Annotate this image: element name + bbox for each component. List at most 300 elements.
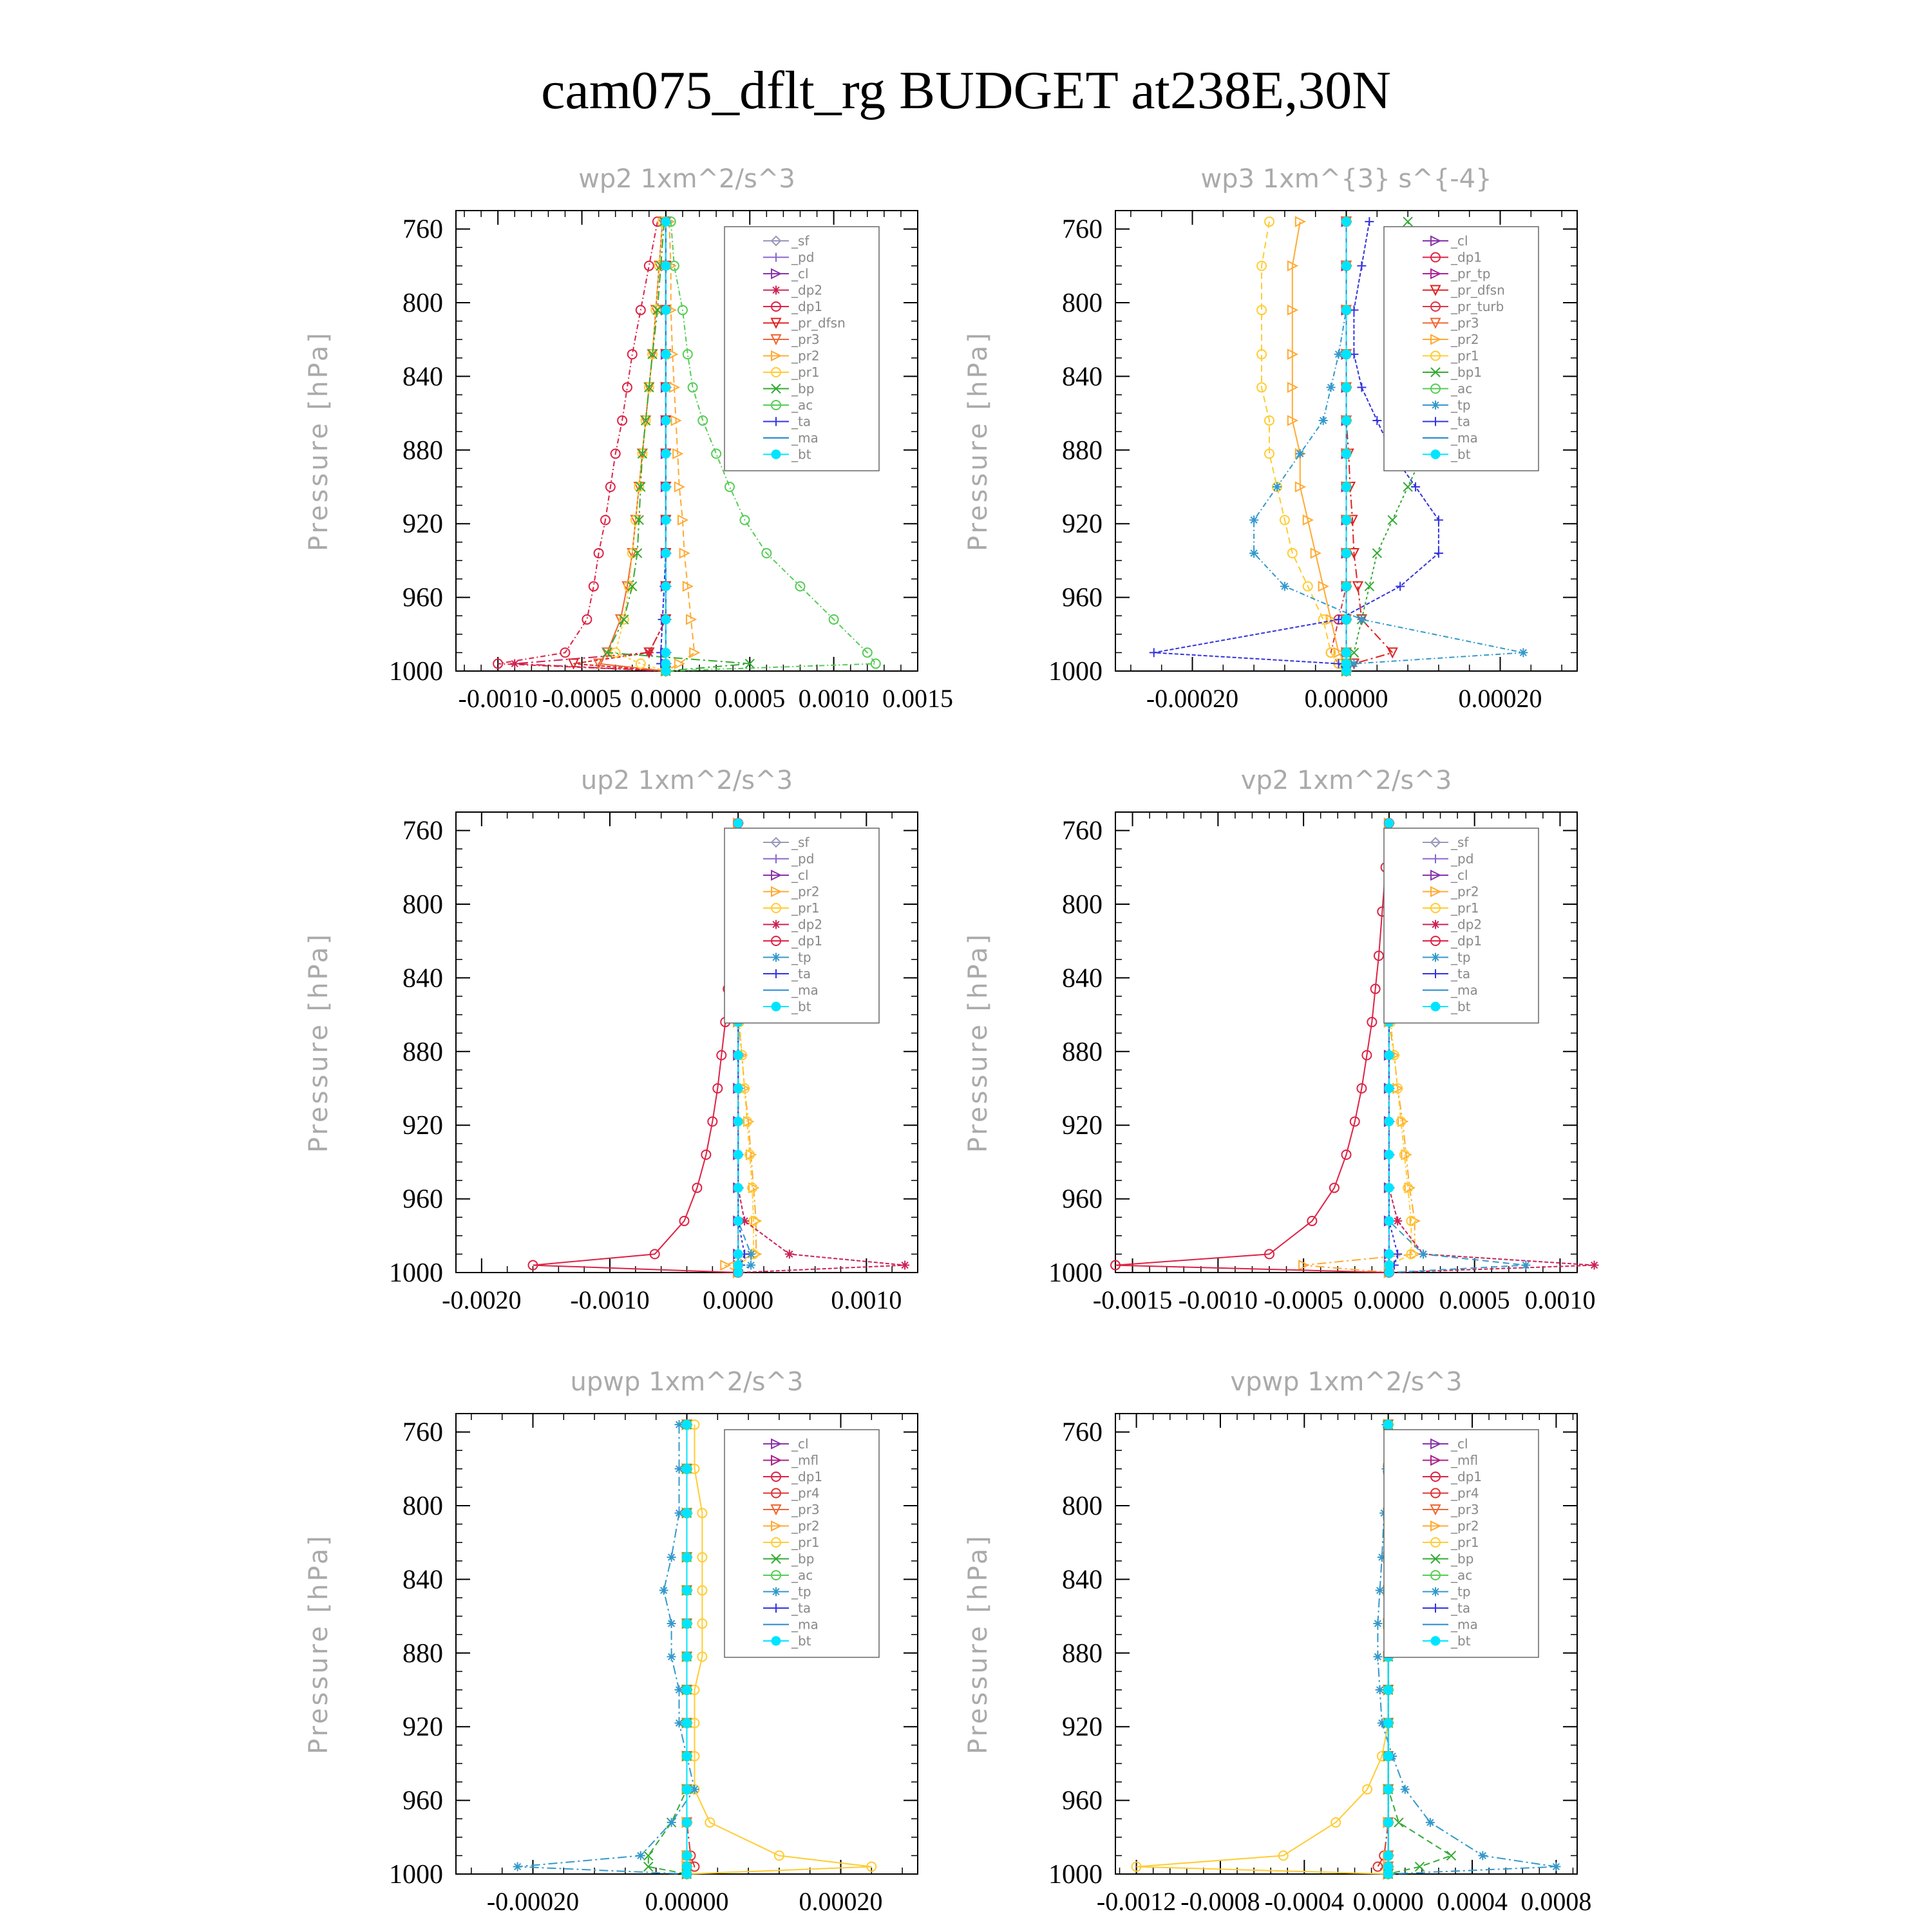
legend [724,227,879,471]
y-tick-label: 840 [402,963,443,994]
data-point [1590,1261,1599,1270]
legend-label: _ma [791,430,819,446]
data-point [1384,1785,1393,1794]
x-tick-label: -0.00020 [1146,684,1239,713]
series-bt [683,1420,692,1879]
data-point [683,1685,692,1694]
data-point [1150,648,1159,657]
legend-label: _dp1 [1451,933,1482,949]
data-point [1342,667,1351,676]
data-point [734,819,743,828]
data-point [667,1818,676,1827]
data-point [1365,582,1374,591]
y-tick-label: 960 [1062,1184,1103,1215]
legend [724,828,879,1023]
x-tick-label: -0.0012 [1096,1887,1177,1916]
x-tick-label: -0.0008 [1180,1887,1260,1916]
data-point [1357,383,1366,392]
legend-label: _dp1 [791,933,823,949]
legend-marker [1431,1636,1440,1645]
panel-2 [963,164,1577,713]
x-tick-label: 0.0010 [831,1285,902,1314]
data-point [1376,1586,1385,1595]
data-point [1342,450,1351,459]
y-axis-label: Pressure [hPa] [963,932,993,1153]
series-dp1 [1111,819,1394,1277]
data-point [1385,1268,1394,1277]
legend-marker [772,1636,781,1645]
legend-label: _dp1 [1451,249,1482,265]
legend-label: _bt [791,999,811,1014]
data-point [1385,1051,1394,1060]
data-point [871,659,880,668]
legend-label: _pr1 [1451,1535,1479,1550]
data-point [1519,648,1528,657]
legend-marker [1431,401,1440,410]
panel-1 [304,164,953,713]
panel-3 [304,766,918,1314]
y-tick-label: 960 [402,1184,443,1215]
legend-marker [772,286,781,295]
legend-marker [772,450,781,459]
legend-marker [1431,953,1440,962]
data-point [1384,1752,1393,1761]
legend-label: _pr3 [1451,315,1479,331]
series-pr1 [1132,1420,1393,1879]
y-tick-label: 760 [402,816,443,846]
data-point [785,1249,794,1258]
data-point [661,482,670,491]
y-tick-label: 960 [1062,583,1103,613]
data-point [1342,515,1351,524]
data-point [1342,261,1351,270]
y-axis-label: Pressure [hPa] [963,330,993,551]
data-point [659,1586,668,1595]
data-point [1376,1685,1385,1694]
data-point [1385,819,1394,828]
series-line [1137,1425,1388,1874]
y-tick-label: 1000 [1048,657,1103,687]
y-tick-label: 840 [1062,1565,1103,1595]
data-point [900,1261,909,1270]
y-axis-label: Pressure [hPa] [304,1533,334,1754]
series-line [533,823,739,1273]
legend-label: _tp [791,949,811,965]
y-tick-label: 1000 [1048,1860,1103,1889]
legend-label: _mfl [1451,1452,1479,1468]
panel-6 [963,1367,1591,1916]
legend-label: _sf [791,233,810,249]
legend-label: _sf [791,835,810,850]
legend-label: _pr2 [1451,1518,1479,1534]
y-axis-label: Pressure [hPa] [963,1533,993,1754]
x-tick-label: 0.0000 [1352,1887,1424,1916]
data-point [661,615,670,624]
legend [1384,1430,1539,1658]
data-point [1327,383,1336,392]
y-tick-label: 1000 [389,1258,443,1288]
legend-label: _pr1 [1451,900,1479,916]
y-tick-label: 880 [1062,1638,1103,1669]
legend-label: _ma [1451,1616,1478,1633]
series-line [498,222,666,671]
data-point [712,450,721,459]
legend-label: _ac [791,1567,813,1583]
legend-label: _pr4 [1451,1485,1479,1501]
data-point [1385,1150,1394,1159]
legend-marker [772,953,781,962]
data-point [1551,1862,1560,1871]
data-point [1342,305,1351,314]
x-tick-label: 0.00000 [1304,684,1388,713]
x-tick-label: -0.0010 [1178,1285,1258,1314]
y-tick-label: 800 [402,890,443,920]
y-tick-label: 800 [402,1492,443,1521]
data-point [1342,217,1351,226]
data-point [734,1117,743,1126]
legend-label: _dp2 [1451,916,1482,933]
figure-title: cam075_dflt_rg BUDGET at238E,30N [541,61,1391,120]
x-tick-label: -0.0010 [458,684,538,713]
data-point [1388,648,1397,657]
legend-label: _dp2 [791,916,823,933]
x-tick-label: 0.0008 [1520,1887,1592,1916]
data-point [683,1420,692,1429]
data-point [661,582,670,591]
series-pr4 [683,1420,699,1879]
data-point [683,1586,692,1595]
legend-label: _pr2 [791,1518,820,1534]
y-tick-label: 880 [1062,1037,1103,1067]
legend-label: _tp [791,1584,811,1600]
legend-marker [1431,1002,1440,1011]
legend-label: _pr_tp [1451,266,1491,281]
data-point [661,515,670,524]
panel-5 [304,1367,918,1916]
x-tick-label: 0.0000 [1353,1285,1425,1314]
data-point [683,1653,692,1662]
legend-marker [772,1587,781,1596]
series-bp [644,1420,692,1879]
data-point [1373,1862,1382,1871]
legend-label: _pr2 [791,884,820,900]
data-point [683,1508,692,1517]
legend-label: _pr4 [791,1485,820,1501]
legend-label: _cl [791,1436,809,1452]
data-point [1342,648,1351,657]
series-line [1262,222,1347,671]
data-point [1342,549,1351,558]
legend-label: _ma [791,1616,819,1633]
x-tick-label: -0.0005 [1264,1285,1343,1314]
legend-label: _pr_dfsn [791,315,846,331]
legend-label: _dp1 [791,299,823,314]
y-tick-label: 1000 [389,1860,443,1889]
data-point [1372,416,1381,425]
series-line [649,1425,687,1874]
y-tick-label: 760 [1062,816,1103,846]
series-pr1 [1257,217,1350,676]
y-axis-label: Pressure [hPa] [304,330,334,551]
data-point [1384,1718,1393,1727]
data-point [1419,1249,1428,1258]
legend-label: _ta [1451,413,1471,430]
legend-label: _ma [1451,982,1478,998]
x-tick-label: -0.0004 [1264,1887,1344,1916]
y-tick-label: 760 [1062,1417,1103,1448]
y-tick-label: 960 [402,1786,443,1816]
legend-label: _ma [1451,430,1478,446]
y-tick-label: 760 [402,1417,443,1448]
x-tick-label: -0.0005 [542,684,622,713]
y-tick-label: 920 [402,509,443,540]
data-point [683,1619,692,1628]
data-point [661,261,670,270]
data-point [661,217,670,226]
x-tick-label: 0.0004 [1437,1887,1508,1916]
x-tick-label: 0.0000 [703,1285,774,1314]
data-point [636,659,645,668]
x-tick-label: -0.0020 [442,1285,522,1314]
legend-label: _bt [791,1633,811,1649]
legend-label: _ta [791,413,811,430]
data-point [1372,549,1381,558]
data-point [661,667,670,676]
y-tick-label: 880 [402,435,443,466]
series-dp2 [510,217,670,676]
legend-label: _ta [791,1600,811,1616]
data-point [1385,1249,1394,1258]
data-point [1319,416,1328,425]
series-line [599,222,666,671]
panel-title: wp2 1xm^2/s^3 [578,164,795,194]
series-line [687,1425,695,1874]
legend-label: _sf [1451,835,1469,850]
y-tick-label: 840 [1062,362,1103,392]
data-point [683,1818,692,1827]
legend-label: _pd [791,851,815,867]
data-point [1342,350,1351,359]
legend-label: _dp2 [791,282,823,298]
legend-label: _bt [1451,1633,1471,1649]
y-tick-label: 880 [402,1638,443,1669]
data-point [734,1183,743,1192]
y-tick-label: 880 [1062,435,1103,466]
legend-marker [772,1002,781,1011]
data-point [1373,1619,1382,1628]
data-point [661,450,670,459]
data-point [667,1553,676,1562]
legend-marker [772,920,781,929]
data-point [1280,582,1289,591]
data-point [661,416,670,425]
data-point [1384,1851,1393,1860]
legend-label: _bp [1451,1551,1474,1567]
panel-title: upwp 1xm^2/s^3 [570,1367,804,1397]
data-point [734,1268,743,1277]
series-pr_turb [1327,217,1351,676]
data-point [1403,482,1412,491]
panel-4 [963,766,1599,1314]
series-pr2 [661,217,699,676]
series-line [574,222,666,671]
legend-label: _bt [1451,999,1471,1014]
legend-label: _tp [1451,1584,1471,1600]
legend-label: _pr2 [1451,884,1479,900]
legend-marker [1431,450,1440,459]
data-point [1394,1818,1403,1827]
y-tick-label: 920 [402,1111,443,1141]
series-ta [656,217,670,676]
legend-label: _pr3 [791,332,820,347]
data-point [734,1150,743,1159]
legend-marker [1431,920,1440,929]
data-point [513,1862,522,1871]
data-point [1384,1870,1393,1879]
y-tick-label: 920 [1062,509,1103,540]
y-tick-label: 840 [1062,963,1103,994]
data-point [683,1870,692,1879]
y-tick-label: 960 [402,583,443,613]
series-line [1115,823,1389,1273]
series-dp1 [529,819,743,1277]
data-point [1385,1084,1394,1093]
legend-label: _ta [791,966,811,981]
data-point [661,648,670,657]
x-tick-label: -0.0015 [1092,1285,1173,1314]
series-line [1293,222,1347,671]
data-point [683,1464,692,1473]
y-tick-label: 960 [1062,1786,1103,1816]
data-point [734,1084,743,1093]
data-point [661,383,670,392]
legend-label: _pr1 [1451,348,1479,364]
legend-label: _bp1 [1451,365,1482,380]
x-tick-label: 0.00020 [1458,684,1542,713]
y-tick-label: 1000 [1048,1258,1103,1288]
x-tick-label: 0.0005 [1439,1285,1510,1314]
x-tick-label: 0.0015 [882,684,953,713]
legend-label: _bt [791,446,811,462]
data-point [1403,217,1412,226]
legend-label: _pr1 [791,900,820,916]
legend-label: _ac [1451,381,1473,397]
legend-label: _pr1 [791,1535,820,1550]
series-dp1 [493,217,670,676]
legend-label: _pr2 [1451,332,1479,347]
data-point [661,549,670,558]
legend-label: _cl [791,867,809,883]
data-point [1393,1249,1402,1258]
legend-label: _bp [791,381,815,397]
data-point [683,1851,692,1860]
legend-label: _bt [1451,446,1471,462]
data-point [1388,515,1397,524]
data-point [1384,1818,1393,1827]
x-tick-label: 0.0010 [798,684,869,713]
data-point [1342,482,1351,491]
data-point [734,1217,743,1226]
legend-label: _tp [1451,397,1471,413]
series-line [666,222,694,671]
data-point [1373,1653,1382,1662]
data-point [1416,1862,1425,1871]
x-tick-label: 0.0000 [630,684,701,713]
data-point [1342,416,1351,425]
panel-title: wp3 1xm^{3} s^{-4} [1200,164,1492,194]
legend-label: _cl [791,266,809,281]
data-point [1401,1785,1410,1794]
x-tick-label: -0.0010 [570,1285,650,1314]
data-point [1357,261,1366,270]
x-tick-label: 0.00020 [799,1887,883,1916]
data-point [661,350,670,359]
data-point [1353,582,1362,591]
series-line [616,222,666,671]
legend-label: _cl [1451,1436,1468,1452]
y-tick-label: 840 [402,1565,443,1595]
data-point [1385,1183,1394,1192]
data-point [1384,1420,1393,1429]
legend-label: _pr_turb [1451,299,1504,314]
legend-label: _pr_dfsn [1451,282,1505,298]
data-point [1249,515,1258,524]
y-tick-label: 880 [402,1037,443,1067]
data-point [667,1653,676,1662]
x-tick-label: -0.00020 [486,1887,580,1916]
legend-label: _dp1 [1451,1469,1482,1484]
data-point [582,615,591,624]
legend [1384,828,1539,1023]
y-tick-label: 920 [402,1712,443,1743]
data-point [1342,582,1351,591]
data-point [734,1249,743,1258]
data-point [683,1752,692,1761]
data-point [667,1619,676,1628]
y-tick-label: 760 [402,214,443,245]
legend-label: _cl [1451,867,1468,883]
legend-label: _mfl [791,1452,819,1468]
y-tick-label: 800 [1062,890,1103,920]
legend-label: _ta [1451,1600,1471,1616]
data-point [1411,482,1420,491]
data-point [1342,615,1351,624]
x-tick-label: 0.00000 [645,1887,729,1916]
legend [1384,227,1539,471]
data-point [1446,1851,1455,1860]
data-point [1478,1851,1487,1860]
legend-label: _ac [791,397,813,413]
legend-label: _dp1 [791,1469,823,1484]
legend-label: _pr2 [791,348,820,364]
data-point [683,1785,692,1794]
x-tick-label: 0.0010 [1524,1285,1596,1314]
legend-label: _pd [1451,851,1474,867]
data-point [734,1051,743,1060]
data-point [746,1261,755,1270]
data-point [1342,383,1351,392]
data-point [1426,1818,1435,1827]
x-tick-label: 0.0005 [714,684,786,713]
data-point [725,482,734,491]
legend-label: _pd [791,249,815,265]
y-tick-label: 840 [402,362,443,392]
data-point [636,1851,645,1860]
series-line [661,222,666,671]
legend-label: _ta [1451,966,1471,981]
y-tick-label: 800 [1062,1492,1103,1521]
legend-label: _pr3 [1451,1502,1479,1517]
